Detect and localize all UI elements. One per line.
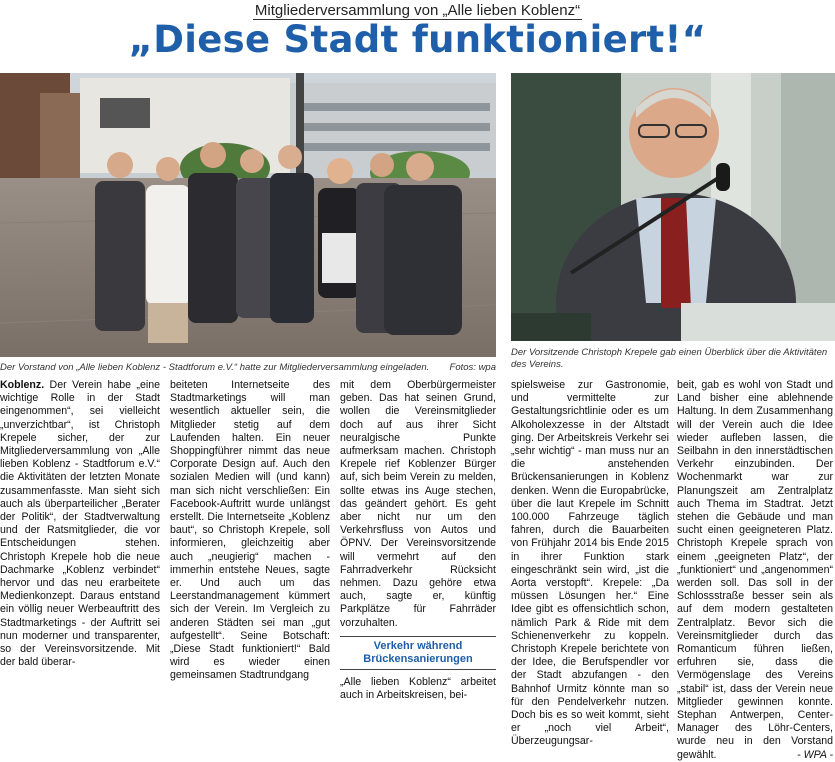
photo-credit: Fotos: wpa [449, 362, 496, 373]
column-3-text-a: mit dem Oberbürgermeister geben. Das hat seinen Grund, wollen die Vereinsmitglieder doch auf aus ihrer Sicht neuralgische Punkte aufmerksam machen. Christoph Krepele rief Koblenzer Bürger auf, sich beim Verein zu melden, sollte etwas ins Auge stechen, das geändert gehört. Es geht aber nicht nur um den Verkehrsfluss von Autos und ÖPNV. Der Vereinsvorsitzende will vermehrt auf den Fahrradverkehr Rücksicht nehmen. Dazu gehöre etwa auch, sagte er, künftig Parkplätze für Fahrräder vorzuhalten. [340, 379, 496, 629]
caption-left-text: Der Vorstand von „Alle lieben Koblenz - Stadtforum e.V.“ hatte zur Mitgliederversammlung eingeladen. [0, 362, 430, 373]
signature: - WPA - [797, 748, 833, 761]
caption-right: Der Vorsitzende Christoph Krepele gab einen Überblick über die Aktivitäten des Vereins. [511, 347, 828, 370]
article-column-1 [0, 379, 160, 669]
group-photo [0, 73, 496, 357]
article-column-4 [511, 379, 669, 749]
column-4-text: spielsweise zur Gastronomie, und vermittelte zur Gestaltungsrichtlinie oder es um Alkoholexzesse in der Altstadt ging. Der Arbeitskreis Verkehr sei „sehr wichtig“ - man muss nur an die anstehenden Brückensanierungen in Koblenz denken. Wenn die Europabrücke, über die laut Krepele im Schnitt 100.000 Fahrzeuge täglich fahren, durch die Bauarbeiten von Frühjahr 2014 bis Ende 2015 in ihrer Funktion stark eingeschränkt sein wird, „ist die Aorta verstopft“. Krepele: „Da müssen Lösungen her.“ Eine Idee gibt es offensichtlich schon, nämlich Park & Ride mit dem Schienenverkehr zu koppeln. Christoph Krepele berichtete von der Idee, die Berufspendler vor der Stadt abzufangen - den Bahnhof Urmitz könnte man so für den Pendelverkehr nutzen. Doch bis es so weit kommt, sieht er „noch viel Arbeit“, Überzeugungsar- [511, 379, 669, 748]
column-5-text: beit, gab es wohl von Stadt und Land bisher eine ablehnende Haltung. In dem Zusammenhang will der Verein auch die Idee wieder aufleben lassen, die Seilbahn in den innerstädtischen Verkehr einzubinden. Der Wochenmarkt war zur Planungszeit am Zentralplatz auch Thema im Stadtrat. Jetzt stehen die Gebäude und man sucht einen geeigneteren Platz. Christoph Krepele sprach von einem „geeigneten Platz“, der „funktioniert“ und „angenommen“ werden soll. Das soll in der Schlossstraße besser sein als auf dem modern gestalteten Zentralplatz. Bevor sich die Vereinsmitglieder durch das Romanticum führen ließen, erfuhren sie, dass die Vermögenslage des Vereins „stabil“ ist, dass der Verein neue Mitglieder gewinnen konnte. Stephan Antwerpen, Center-Manager des Löhr-Centers, wurde neu in den Vorstand gewählt. [677, 379, 833, 761]
dateline: Koblenz. [0, 379, 45, 391]
caption-left [0, 362, 496, 374]
article-column-3 [340, 379, 496, 702]
subheading: Verkehr während Brückensanierungen [340, 636, 496, 670]
article-column-5 [677, 379, 833, 762]
column-3-text-b: „Alle lieben Koblenz“ arbeitet auch in Arbeitskreisen, bei- [340, 675, 496, 702]
speaker-photo [511, 73, 835, 341]
column-1-text: Der Verein habe „eine wichtige Rolle in der Stadt eingenommen“, sei vielleicht „unverzichtbar“, ist Christoph Krepele sicher, der zur Mitgliederversammlung von „Alle lieben Koblenz - Stadtforum e.V.“ die Aktivitäten der letzten Monate zusammenfasste. Man sieht sich auch als überparteilicher „Berater der Politik“, der Stadtverwaltung und der Ratsmitglieder, die vor Entscheidungen stehen. Christoph Krepele hob die neue Dachmarke „Koblenz verbindet“ hervor und das neu erarbeitete Medienkonzept. Daraus entstand ein völlig neuer Werbeauftritt des Stadtmarketings - der Auftritt sei nun moderner und transparenter, so der Vereinsvorsitzende. Mit der bald überar- [0, 379, 160, 669]
headline: „Diese Stadt funktioniert!“ [128, 18, 707, 61]
kicker-text: Mitgliederversammlung von „Alle lieben Koblenz“ [254, 2, 581, 19]
article-column-2 [170, 379, 330, 683]
column-2-text: beiteten Internetseite des Stadtmarketings will man wesentlich aktueller sein, die Mitglieder stetig auf dem Laufenden halten. Ein neuer Shoppingführer nimmt das neue Corporate Design auf. Auch den sozialen Medien will (und kann) man sich nicht verschließen: Ein Facebook-Auftritt wurde unlängst erstellt. Die Internetseite „Koblenz baut“, so Christoph Krepele, soll informieren, gleichzeitig aber auch „neugierig“ machen - immerhin entstehe Neues, sagte er. Und auch um das Leerstandmanagement kümmert sich der Verein. Im Vergleich zu anderen Städten sei man „gut aufgestellt“. Seine Botschaft: „Diese Stadt funktioniert!“ Bald wird es wieder einen gemeinsamen Stadtrundgang [170, 379, 330, 682]
kicker [0, 2, 835, 19]
